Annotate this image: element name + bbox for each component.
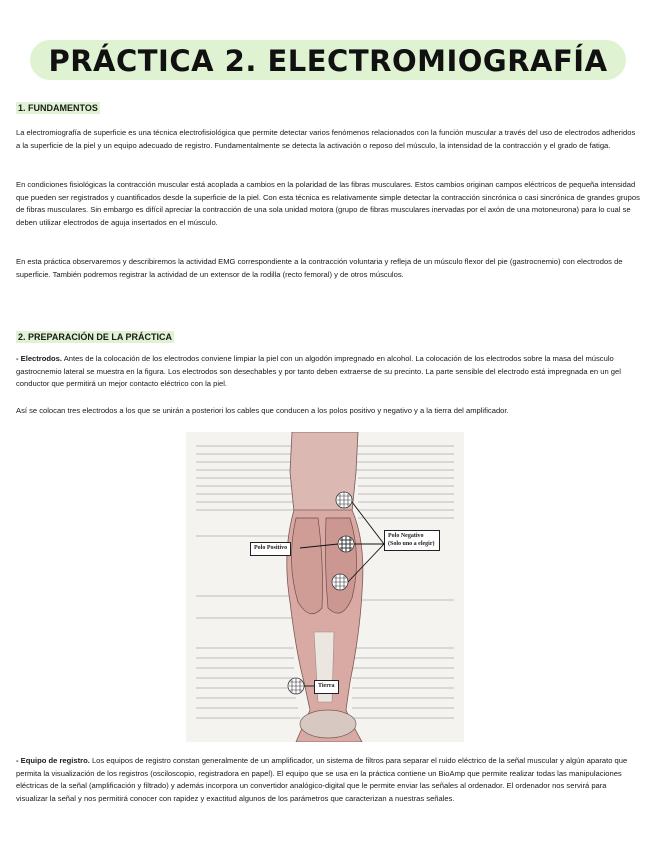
leg-anatomy-figure bbox=[186, 432, 464, 742]
right-leader-lines bbox=[350, 446, 454, 718]
gastrocnemius-lateral bbox=[325, 518, 356, 613]
label-positive-pole: Polo Positivo bbox=[250, 542, 291, 556]
page-title-wrap bbox=[0, 40, 656, 80]
page-title: PRÁCTICA 2. ELECTROMIOGRAFÍA bbox=[30, 40, 625, 80]
electrode-ground bbox=[288, 678, 304, 694]
section-heading-fundamentos: 1. FUNDAMENTOS bbox=[18, 103, 98, 113]
paragraph-electrodos bbox=[16, 353, 640, 391]
electrode-bottom bbox=[332, 574, 348, 590]
label-negative-pole: Polo Negativo (Solo uno a elegir) bbox=[384, 530, 440, 551]
paragraph-equipo-registro bbox=[16, 755, 640, 805]
electrode-top bbox=[336, 492, 352, 508]
lead-electrodos: - Electrodos. bbox=[16, 354, 62, 363]
leg-illustration bbox=[186, 432, 464, 742]
paragraph-tres-electrodos: Así se colocan tres electrodos a los que se unirán a posteriori los cables que conducen a los polos positivo y negativo y a la tierra del amplificador. bbox=[16, 406, 509, 415]
text-electrodos: Antes de la colocación de los electrodos conviene limpiar la piel con un algodón impregnado en alcohol. La colocación de los electrodos sobre la masa del músculo gastrocnemio lateral se muestra en la figura. Los electrodos son desechables y por tanto deben extraerse de su precinto. La parte sensible del electrodo está impregnada en un gel conductor que permitirá un mejor contacto eléctrico con la piel. bbox=[16, 354, 621, 389]
paragraph-fundamentos-1: La electromiografía de superficie es una técnica electrofisiológica que permite detectar varios fenómenos relacionados con la función muscular a través del uso de electrodos adheridos a la superficie de la piel y un equipo adecuado de registro. Fundamentalmente se detecta la activación o reposo del músculo, la intensidad de la contracción y el grado de fatiga. bbox=[16, 128, 636, 150]
paragraph-fundamentos-3: En esta práctica observaremos y describiremos la actividad EMG correspondiente a la contracción voluntaria y refleja de un músculo flexor del pie (gastrocnemio) con electrodos de superficie. También podremos registrar la actividad de un extensor de la rodilla (recto femoral) y de otros músculos. bbox=[16, 257, 623, 279]
heel-shape bbox=[300, 710, 356, 738]
label-ground: Tierra bbox=[314, 680, 339, 694]
paragraph-fundamentos-2: En condiciones fisiológicas la contracción muscular está acoplada a cambios en la polaridad de las fibras musculares. Estos cambios originan campos eléctricos de pequeña intensidad que pueden ser registrados y cuantificados desde la superficie de la piel. Con esta técnica es relativamente simple detectar la contracción sincrónica o casi sincrónica de grandes grupos de fibras musculares. Sin embargo es difícil apreciar la contracción de una sola unidad motora (grupo de fibras musculares inervadas por el axón de una motoneurona) para lo cual se deben utilizar electrodos de aguja insertados en el músculo. bbox=[16, 180, 640, 227]
section-heading-preparacion: 2. PREPARACIÓN DE LA PRÁCTICA bbox=[18, 332, 173, 342]
electrode-middle bbox=[338, 536, 354, 552]
text-equipo-registro: Los equipos de registro constan generalmente de un amplificador, un sistema de filtros para separar el ruido eléctrico de la señal muscular y algún aparato que permita la visualización de los registros (osciloscopio, registradora en papel). El equipo que se usa en la práctica contiene un BioAmp que permite realizar todas las manipulaciones eléctricas de la señal (amplificación y filtrado) y además incorpora un convertidor analógico-digital que le permite enviar las señales al ordenador. El ordenador nos servirá para visualizar la señal y nos permitirá conocer con rapidez y exactitud algunos de los parámetros que caracterizan a nuestras señales. bbox=[16, 756, 628, 803]
lead-equipo-registro: - Equipo de registro. bbox=[16, 756, 90, 765]
